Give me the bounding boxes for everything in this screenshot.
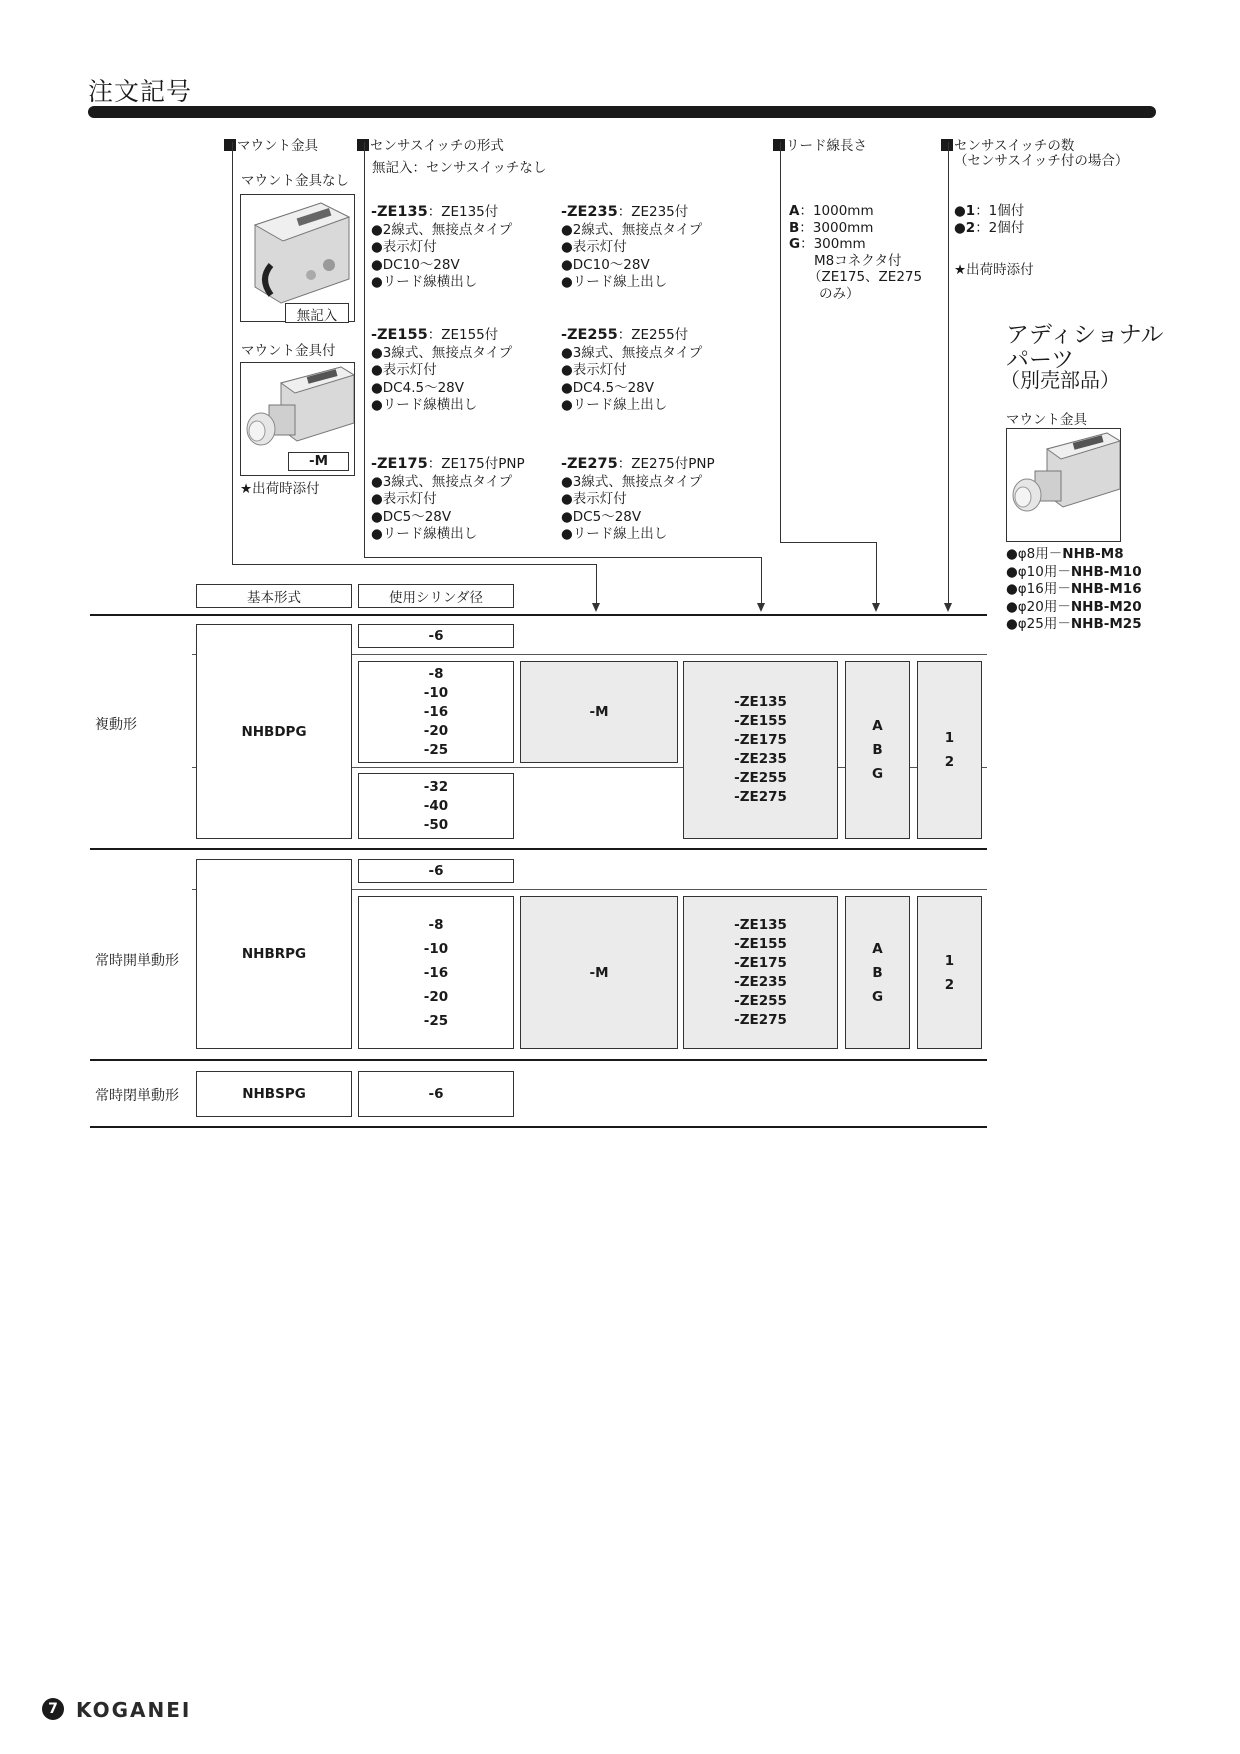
part-item: ●φ10用－NHB-M10 — [1006, 563, 1142, 580]
bore-box-32-50: -32 -40 -50 — [358, 773, 514, 839]
arrow-down-icon — [757, 603, 765, 612]
bore-box-6: -6 — [358, 1071, 514, 1117]
group-label-normally-closed: 常時閉単動形 — [95, 1088, 179, 1104]
lead-connector-line — [876, 542, 877, 604]
mount-with-code: -M — [288, 452, 349, 471]
model-box-nhbspg: NHBSPG — [196, 1071, 352, 1117]
sensor-option-box: -ZE135 -ZE155 -ZE175 -ZE235 -ZE255 -ZE275 — [683, 896, 838, 1049]
brand-logo: KOGANEI — [76, 1698, 192, 1722]
sensor-count-shipping-note: ★出荷時添付 — [954, 262, 1034, 278]
group-label-normally-open: 常時開単動形 — [95, 953, 179, 969]
sensor-none-text: 無記入：センサスイッチなし — [372, 160, 547, 176]
square-bullet-icon — [357, 139, 369, 151]
square-bullet-icon — [941, 139, 953, 151]
sensor-spec-ze135: -ZE135：ZE135付 ●2線式、無接点タイプ ●表示灯付 ●DC10～28V ●リード線横出し — [371, 204, 513, 291]
additional-mount-label: マウント金具 — [1006, 412, 1087, 428]
bore-box-6: -6 — [358, 859, 514, 883]
count-option-box: 1 2 — [917, 896, 982, 1049]
part-item: ●φ8用－NHB-M8 — [1006, 546, 1124, 562]
additional-title-2: パーツ — [1006, 347, 1075, 373]
page-number-badge: 7 — [42, 1698, 64, 1720]
bore-box-8-25: -8 -10 -16 -20 -25 — [358, 661, 514, 763]
sensor-connector-line — [761, 557, 762, 604]
mount-option-box: -M — [520, 661, 678, 763]
lead-connector-line — [780, 142, 781, 542]
table-top-rule — [90, 614, 987, 616]
arrow-down-icon — [872, 603, 880, 612]
sensor-count-note: （センサスイッチ付の場合） — [954, 153, 1129, 169]
mount-header: マウント金具 — [224, 134, 318, 154]
additional-title-1: アディショナル — [1006, 322, 1164, 348]
sensor-count-options: ●1：1個付 ●2：2個付 — [954, 203, 1025, 236]
bore-box-8-25: -8 -10 -16 -20 -25 — [358, 896, 514, 1049]
mount-connector-line — [596, 564, 597, 604]
model-box-nhbrpg: NHBRPG — [196, 859, 352, 1049]
bore-box-6: -6 — [358, 624, 514, 648]
col-header-basic: 基本形式 — [196, 584, 352, 608]
sensor-connector-line — [364, 557, 761, 558]
sensor-spec-ze235: -ZE235：ZE235付 ●2線式、無接点タイプ ●表示灯付 ●DC10～28V ●リード線上出し — [561, 204, 703, 291]
additional-parts-list — [1006, 546, 1142, 634]
lead-connector-line — [780, 542, 876, 543]
sensor-spec-ze175: -ZE175：ZE175付PNP ●3線式、無接点タイプ ●表示灯付 ●DC5～28V ●リード線横出し — [371, 456, 525, 543]
mount-option-box: -M — [520, 896, 678, 1049]
sensor-spec-ze275: -ZE275：ZE275付PNP ●3線式、無接点タイプ ●表示灯付 ●DC5～28V ●リード線上出し — [561, 456, 715, 543]
group-rule — [90, 1059, 987, 1061]
mount-with-label: マウント金具付 — [241, 343, 336, 359]
model-box-nhbdpg: NHBDPG — [196, 624, 352, 839]
page-title: 注文記号 — [88, 77, 193, 106]
arrow-down-icon — [592, 603, 600, 612]
part-item: ●φ20用－NHB-M20 — [1006, 598, 1142, 615]
part-item: ●φ16用－NHB-M16 — [1006, 581, 1142, 597]
sensor-connector-line — [364, 142, 365, 557]
table-bottom-rule — [90, 1126, 987, 1128]
arrow-down-icon — [944, 603, 952, 612]
lead-options: A：1000mm B：3000mm G：300mm M8コネクタ付 （ZE175、ZE275 のみ） — [789, 203, 923, 302]
lead-option-box: A B G — [845, 896, 910, 1049]
mount-connector-line — [232, 142, 233, 564]
mount-connector-line — [232, 564, 596, 565]
group-rule — [90, 848, 987, 850]
lead-header: リード線長さ — [773, 134, 867, 154]
lead-option-box: A B G — [845, 661, 910, 839]
mount-none-code: 無記入 — [285, 303, 349, 323]
square-bullet-icon — [224, 139, 236, 151]
sensor-count-header: センサスイッチの数 — [941, 134, 1074, 154]
additional-subtitle: （別売部品） — [1000, 368, 1120, 392]
col-header-bore: 使用シリンダ径 — [358, 584, 514, 608]
sensor-type-header: センサスイッチの形式 — [357, 134, 504, 154]
mount-note: ★出荷時添付 — [240, 481, 320, 497]
sensor-spec-ze155: -ZE155：ZE155付 ●3線式、無接点タイプ ●表示灯付 ●DC4.5～28V ●リード線横出し — [371, 327, 513, 414]
mount-none-label: マウント金具なし — [241, 173, 349, 189]
additional-mount-photo — [1006, 428, 1121, 542]
square-bullet-icon — [773, 139, 785, 151]
count-connector-line — [948, 142, 949, 604]
count-option-box: 1 2 — [917, 661, 982, 839]
title-bar — [88, 106, 1156, 118]
sensor-spec-ze255: -ZE255：ZE255付 ●3線式、無接点タイプ ●表示灯付 ●DC4.5～28V ●リード線上出し — [561, 327, 703, 414]
group-label-double-acting: 複動形 — [95, 717, 137, 733]
sensor-option-box: -ZE135 -ZE155 -ZE175 -ZE235 -ZE255 -ZE275 — [683, 661, 838, 839]
part-item: ●φ25用－NHB-M25 — [1006, 616, 1142, 632]
